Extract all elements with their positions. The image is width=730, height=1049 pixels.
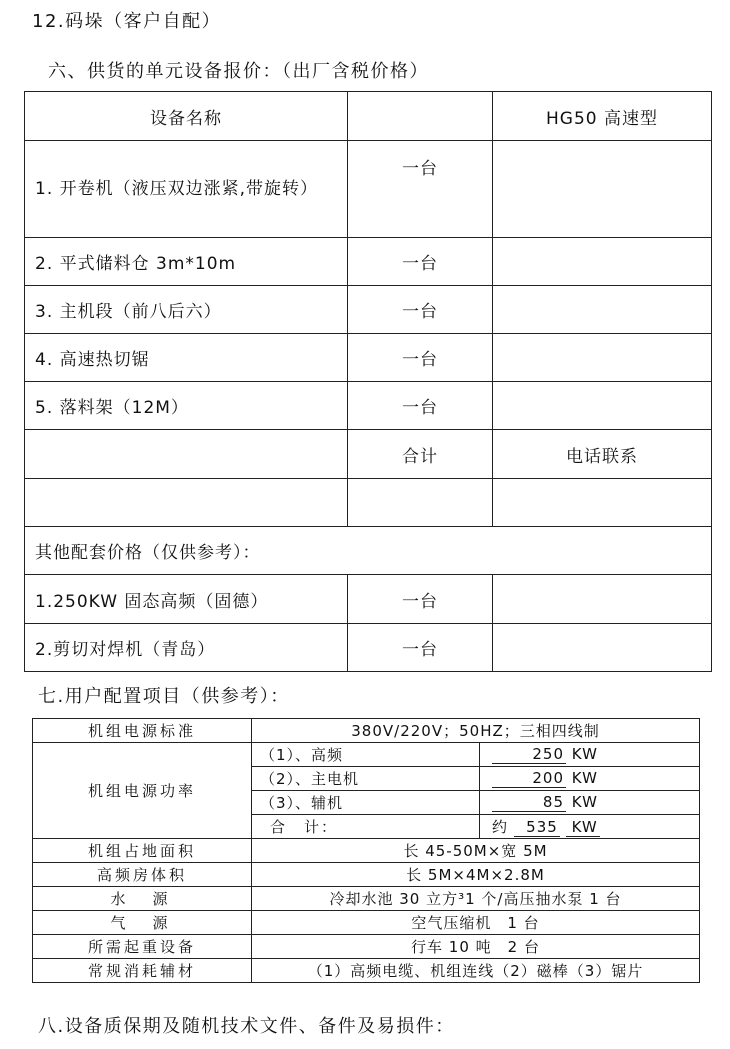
config-row: [33, 959, 700, 983]
power-item-unit: KW: [571, 745, 598, 763]
power-item-label: （3）、辅机: [252, 791, 480, 815]
config-value: 长 5M×4M×2.8M: [252, 863, 700, 887]
other-prices-title: 其他配套价格（仅供参考）：: [25, 527, 712, 575]
equipment-qty: 一台: [348, 238, 493, 286]
power-item-value-cell: [480, 791, 700, 815]
config-row: [33, 863, 700, 887]
table-row: [25, 141, 712, 238]
other-title-row: [25, 527, 712, 575]
config-label: 常规消耗辅材: [33, 959, 252, 983]
config-table: [32, 718, 700, 983]
other-item-name: 1.250KW 固态高频（固德）: [25, 575, 348, 624]
power-total-label: 合 计：: [252, 815, 480, 839]
power-item-label: （1）、高频: [252, 743, 480, 767]
config-row: [33, 911, 700, 935]
config-label: 气 源: [33, 911, 252, 935]
config-value: 冷却水池 30 立方³1 个/高压抽水泵 1 台: [252, 887, 700, 911]
item-12-heading: 12.码垛（客户自配）: [32, 11, 222, 32]
config-label: 水 源: [33, 887, 252, 911]
total-blank: [25, 430, 348, 479]
header-model: HG50 高速型: [493, 92, 712, 141]
equipment-price: [493, 334, 712, 382]
power-total-prefix: 约: [492, 818, 509, 836]
power-item-value: 250: [492, 745, 566, 764]
blank-cell: [25, 479, 348, 527]
other-item-name: 2.剪切对焊机（青岛）: [25, 624, 348, 672]
section-8-title: 八.设备质保期及随机技术文件、备件及易损件：: [38, 1016, 455, 1037]
header-qty: [348, 92, 493, 141]
total-value: 电话联系: [493, 430, 712, 479]
other-item-qty: 一台: [348, 624, 493, 672]
section-7-title: 七.用户配置项目（供参考）：: [38, 686, 290, 707]
power-total-value: 535: [514, 818, 560, 837]
config-value: 行车 10 吨 2 台: [252, 935, 700, 959]
power-item-value-cell: [480, 743, 700, 767]
table-row: [25, 624, 712, 672]
config-value: 长 45-50M×宽 5M: [252, 839, 700, 863]
other-item-price: [493, 624, 712, 672]
config-label: 机组电源标准: [33, 719, 252, 743]
config-row: [33, 935, 700, 959]
equipment-name: 5. 落料架（12M）: [25, 382, 348, 430]
equipment-price: [493, 286, 712, 334]
equipment-name: 2. 平式储料仓 3m*10m: [25, 238, 348, 286]
config-label: 机组占地面积: [33, 839, 252, 863]
power-row: [33, 743, 700, 767]
equipment-name: 4. 高速热切锯: [25, 334, 348, 382]
power-total-cell: [480, 815, 700, 839]
config-value: （1）高频电缆、机组连线（2）磁棒（3）锯片: [252, 959, 700, 983]
power-item-label: （2）、主电机: [252, 767, 480, 791]
price-table: [24, 91, 712, 672]
config-row: [33, 839, 700, 863]
power-item-value: 200: [492, 769, 566, 788]
table-row: [25, 286, 712, 334]
equipment-price: [493, 382, 712, 430]
power-label: 机组电源功率: [33, 743, 252, 839]
equipment-name: 1. 开卷机（液压双边涨紧,带旋转）: [25, 141, 348, 238]
equipment-qty: 一台: [348, 382, 493, 430]
power-item-value-cell: [480, 767, 700, 791]
config-value: 空气压缩机 1 台: [252, 911, 700, 935]
total-label: 合计: [348, 430, 493, 479]
equipment-name: 3. 主机段（前八后六）: [25, 286, 348, 334]
table-row: [25, 334, 712, 382]
equipment-qty: 一台: [348, 334, 493, 382]
equipment-price: [493, 238, 712, 286]
other-item-qty: 一台: [348, 575, 493, 624]
config-value: 380V/220V；50HZ；三相四线制: [252, 719, 700, 743]
power-item-unit: KW: [571, 793, 598, 811]
total-row: [25, 430, 712, 479]
config-row: [33, 719, 700, 743]
power-total-unit: KW: [566, 818, 600, 837]
config-row: [33, 887, 700, 911]
section-6-title: 六、供货的单元设备报价：（出厂含税价格）: [48, 61, 429, 82]
power-item-unit: KW: [571, 769, 598, 787]
table-row: [25, 382, 712, 430]
price-table-header-row: [25, 92, 712, 141]
equipment-price: [493, 141, 712, 238]
other-item-price: [493, 575, 712, 624]
blank-row: [25, 479, 712, 527]
table-row: [25, 575, 712, 624]
equipment-qty: 一台: [348, 141, 493, 238]
power-item-value: 85: [492, 793, 566, 812]
config-label: 所需起重设备: [33, 935, 252, 959]
table-row: [25, 238, 712, 286]
header-equipment-name: 设备名称: [25, 92, 348, 141]
blank-cell: [348, 479, 493, 527]
config-label: 高频房体积: [33, 863, 252, 887]
equipment-qty: 一台: [348, 286, 493, 334]
blank-cell: [493, 479, 712, 527]
